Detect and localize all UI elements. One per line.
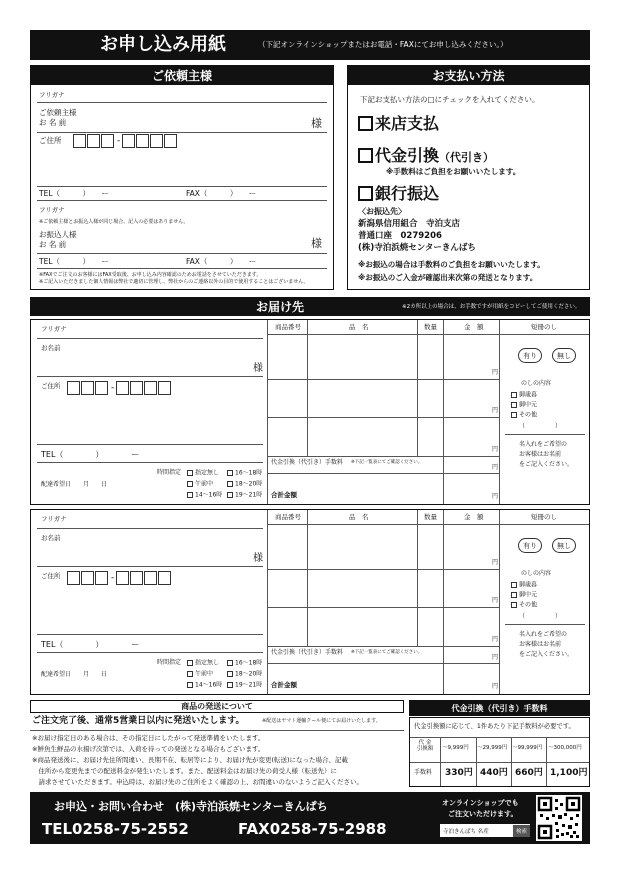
bank-holder: (株)寺泊浜焼センターきんばち (358, 243, 476, 253)
time-opt-14[interactable]: 14〜16時 (187, 492, 222, 499)
delivery-block-1 (30, 319, 590, 505)
yen-label: 円 (492, 464, 499, 471)
payer-name-field[interactable] (37, 253, 327, 254)
time-opt-19[interactable]: 19〜21時 (227, 492, 262, 499)
payment-heading: お支払い方法 (348, 66, 589, 85)
recipient-name-label: お名前 (41, 344, 61, 352)
shipping-lead-note: ※配送はヤマト運輸クール便にてお届けいたします。 (262, 718, 381, 724)
time-opt-am[interactable]: 午前中 (187, 481, 213, 488)
noshi-label: 短冊のし (531, 323, 557, 331)
fee-value: 440円 (480, 768, 508, 778)
payer-name-label-2: お 名 前 (39, 240, 67, 249)
footer-bar (30, 792, 590, 844)
client-name-label: ご依頼主様 (39, 108, 77, 117)
noshi-note: をご記入ください。 (519, 651, 574, 658)
recipient-postal-code[interactable]: - (67, 571, 172, 585)
payment-option-bank[interactable]: 銀行振込 (358, 186, 439, 202)
product-row[interactable] (267, 646, 499, 647)
page-title: お申し込み用紙 (100, 34, 226, 55)
yen-label: 円 (492, 407, 499, 414)
footer-tel[interactable]: TEL0258-75-2552 (42, 820, 189, 838)
payer-fax[interactable]: FAX（ ） ー (186, 257, 257, 266)
client-address-label: ご住所 (39, 136, 62, 145)
cod-fee-note: ※下記一覧表にてご確認ください。 (351, 650, 423, 655)
payer-name-label: お振込人様 (39, 230, 77, 239)
time-opt-18[interactable]: 18〜20時 (227, 481, 262, 488)
client-section (30, 65, 334, 290)
total-label: 合計金額 (271, 681, 297, 689)
recipient-tel[interactable]: TEL（ ） ー (41, 640, 140, 649)
delivery-date[interactable]: 配達希望日 月 日 (41, 671, 108, 678)
noshi-opt-ochugen[interactable]: 御中元 (511, 402, 537, 409)
yen-label: 円 (492, 597, 499, 604)
search-box[interactable]: 寺泊きんぱち 名産 検索 (440, 824, 530, 837)
client-heading: ご依頼主様 (31, 66, 333, 85)
time-opt-18[interactable]: 18〜20時 (227, 671, 262, 678)
sama-label: 様 (311, 117, 322, 130)
fee-heading: 代金引換（代引き）手数料 (409, 700, 590, 716)
fee-value: 330円 (445, 768, 473, 778)
sama-label: 様 (253, 363, 263, 374)
fee-row-label-2: 手数料 (414, 769, 433, 776)
recipient-postal-code[interactable]: - (67, 381, 172, 395)
yen-label: 円 (492, 654, 499, 661)
noshi-opt-oseibo[interactable]: 御歳暮 (511, 582, 537, 589)
payer-sama: 様 (311, 237, 322, 250)
recipient-name-field[interactable] (37, 566, 263, 567)
client-name-label-2: お 名 前 (39, 118, 67, 127)
product-row[interactable] (267, 607, 499, 608)
delivery-date[interactable]: 配達希望日 月 日 (41, 481, 108, 488)
payment-option-store[interactable]: 来店支払 (358, 116, 439, 132)
shipping-line: 請求させていただきます。申込時は、お届け先のご住所をよく確認の上、お間違いのないようご記入ください。 (32, 778, 363, 786)
col-code: 商品番号 (275, 323, 301, 331)
shipping-line: ※鮮魚生鮮品の水揚げ次第では、入荷を待っての発送となる場合もございます。 (32, 745, 265, 753)
noshi-yes[interactable]: 有り (518, 348, 542, 363)
noshi-note: 名入れをご希望の (519, 441, 568, 448)
noshi-other-field[interactable]: （ ） (519, 613, 562, 620)
bank-name: 新潟県信用組合 寺泊支店 (358, 219, 461, 229)
payment-section (347, 65, 590, 290)
noshi-content-label: のしの内容 (521, 380, 552, 387)
product-row[interactable] (267, 379, 499, 380)
product-row[interactable] (267, 569, 499, 570)
col-code: 商品番号 (275, 513, 301, 521)
product-row[interactable] (267, 417, 499, 418)
col-price: 金 額 (464, 513, 484, 521)
noshi-other-field[interactable]: （ ） (519, 423, 562, 430)
payer-note: ※ご依頼主様とお振込人様が同じ場合、記入の必要はありません。 (39, 219, 189, 225)
noshi-yes[interactable]: 有り (518, 538, 542, 553)
noshi-label: 短冊のし (531, 513, 557, 521)
fee-range: 〜29,999円 (477, 745, 508, 751)
fee-desc: 代金引換額に応じて、1件あたり下記手数料が必要です。 (414, 723, 575, 730)
qr-code-icon (536, 795, 582, 841)
yen-label: 円 (492, 493, 499, 500)
payment-option-cod[interactable]: 代金引換（代引き） (358, 148, 494, 164)
col-name: 品 名 (349, 513, 369, 521)
checkbox-icon[interactable] (358, 116, 373, 131)
bank-note-2: ※お振込のご入金が確認出来次第の発送となります。 (358, 273, 538, 282)
fee-table (409, 717, 590, 787)
online-shop-note: オンラインショップでも (442, 799, 519, 807)
time-opt-16[interactable]: 16〜18時 (227, 660, 262, 667)
noshi-opt-oseibo[interactable]: 御歳暮 (511, 392, 537, 399)
client-tel[interactable]: TEL（ ） ー (39, 189, 109, 198)
client-note-1: ※FAXでご注文のお客様にはFAX受取後、お申し込み内容確認のためお電話をさせていただきます。 (39, 272, 262, 278)
sama-label: 様 (253, 553, 263, 564)
bank-note-1: ※お振込の場合は手数料のご負担をお願いいたします。 (358, 260, 545, 269)
footer-fax[interactable]: FAX0258-75-2988 (238, 820, 387, 838)
shipping-line: ※お届け指定日のある場合は、その指定日にしたがって発送準備をいたします。 (32, 734, 265, 742)
furigana-label: フリガナ (41, 515, 67, 523)
noshi-note: お客様はお名前 (519, 641, 562, 648)
fee-value: 1,100円 (550, 768, 588, 778)
recipient-name-field[interactable] (37, 376, 263, 377)
cod-fee-note: ※下記一覧表にてご確認ください。 (351, 460, 423, 465)
bank-account: 普通口座 0279206 (358, 231, 442, 241)
col-name: 品 名 (349, 323, 369, 331)
yen-label: 円 (492, 683, 499, 690)
noshi-opt-ochugen[interactable]: 御中元 (511, 592, 537, 599)
page-subtitle: （下記オンラインショップまたはお電話・FAXにてお申し込みください。） (258, 40, 508, 49)
yen-label: 円 (492, 636, 499, 643)
recipient-address-field[interactable] (37, 634, 263, 635)
noshi-no[interactable]: 無し (552, 348, 576, 363)
col-price: 金 額 (464, 323, 484, 331)
search-button[interactable]: 検索 (513, 825, 530, 837)
noshi-opt-other[interactable]: その他 (511, 602, 537, 609)
recipient-name-label: お名前 (41, 534, 61, 542)
noshi-note: 名入れをご希望の (519, 631, 568, 638)
client-fax[interactable]: FAX（ ） ー (186, 189, 257, 198)
checkbox-icon[interactable] (358, 148, 373, 163)
noshi-content-label: のしの内容 (521, 570, 552, 577)
cod-note: ※手数料はご負担をお願いいたします。 (386, 167, 521, 176)
cod-fee-row: 代金引換（代引き）手数料 (271, 459, 344, 466)
fee-range: 〜99,999円 (512, 745, 543, 751)
recipient-tel[interactable]: TEL（ ） ー (41, 450, 140, 459)
client-name-field[interactable] (37, 132, 327, 133)
time-label: 時間指定 (157, 469, 182, 476)
delivery-heading: お届け先 (30, 297, 590, 316)
furigana-label: フリガナ (39, 91, 65, 99)
fee-range: 〜9,999円 (442, 745, 469, 751)
time-label: 時間指定 (157, 659, 182, 666)
online-shop-note-2: ご注文いただけます。 (448, 810, 518, 818)
furigana-label: フリガナ (41, 325, 67, 333)
recipient-address-label: ご住所 (41, 572, 61, 580)
noshi-no[interactable]: 無し (552, 538, 576, 553)
noshi-note: お客様はお名前 (519, 451, 562, 458)
header-bar (30, 30, 590, 60)
client-address-field[interactable] (37, 186, 327, 187)
total-label: 合計金額 (271, 491, 297, 499)
shipping-lead: ご注文完了後、通常5営業日以内に発送いたします。 (32, 716, 245, 726)
time-opt-none[interactable]: 指定無し (187, 470, 219, 477)
time-opt-16[interactable]: 16〜18時 (227, 470, 262, 477)
client-note-2: ※ご記入いただきました個人情報は弊社で適切に管理し、弊社からのご連絡以外の目的で使用することはございません。 (39, 279, 309, 285)
bank-label: 〈お振込先〉 (358, 207, 406, 216)
noshi-note: をご記入ください。 (519, 461, 574, 468)
time-opt-none[interactable]: 指定無し (187, 660, 219, 667)
shipping-line: 住所から変更先までの配送料金が発生いたします。また、配送料金はお届け先の荷受人様（転送先）に (32, 767, 337, 775)
recipient-address-field[interactable] (37, 444, 263, 445)
cod-fee-row: 代金引換（代引き）手数料 (271, 649, 344, 656)
delivery-note: ※2カ所以上の場合は、お手数ですが用紙をコピーしてご使用ください。 (402, 304, 581, 310)
client-postal-code[interactable]: - (73, 134, 178, 148)
col-qty: 数量 (424, 323, 437, 331)
checkbox-icon[interactable] (358, 186, 373, 201)
col-qty: 数量 (424, 513, 437, 521)
footer-contact: お申込・お問い合わせ (株)寺泊浜焼センターきんぱち (54, 800, 328, 813)
fee-value: 660円 (515, 768, 543, 778)
shipping-line: ※商品発送後に、お届け先住所間違い、長期不在、転居等により、お届け先が変更(転送)になった場合、記載 (32, 756, 349, 764)
delivery-block-2 (30, 509, 590, 695)
fee-row-label-1: 代 金 引換額 (416, 740, 434, 753)
payer-tel[interactable]: TEL（ ） ー (39, 257, 109, 266)
shipping-heading: 商品の発送について (30, 700, 404, 713)
recipient-address-label: ご住所 (41, 382, 61, 390)
time-opt-14[interactable]: 14〜16時 (187, 682, 222, 689)
time-opt-am[interactable]: 午前中 (187, 671, 213, 678)
fee-range: 〜300,000円 (548, 745, 582, 751)
yen-label: 円 (492, 446, 499, 453)
noshi-opt-other[interactable]: その他 (511, 412, 537, 419)
product-row[interactable] (267, 456, 499, 457)
time-opt-19[interactable]: 19〜21時 (227, 682, 262, 689)
yen-label: 円 (492, 559, 499, 566)
payment-instruction: 下記お支払い方法の□にチェックを入れてください。 (360, 95, 540, 104)
yen-label: 円 (492, 369, 499, 376)
payer-furigana-label: フリガナ (39, 206, 65, 214)
